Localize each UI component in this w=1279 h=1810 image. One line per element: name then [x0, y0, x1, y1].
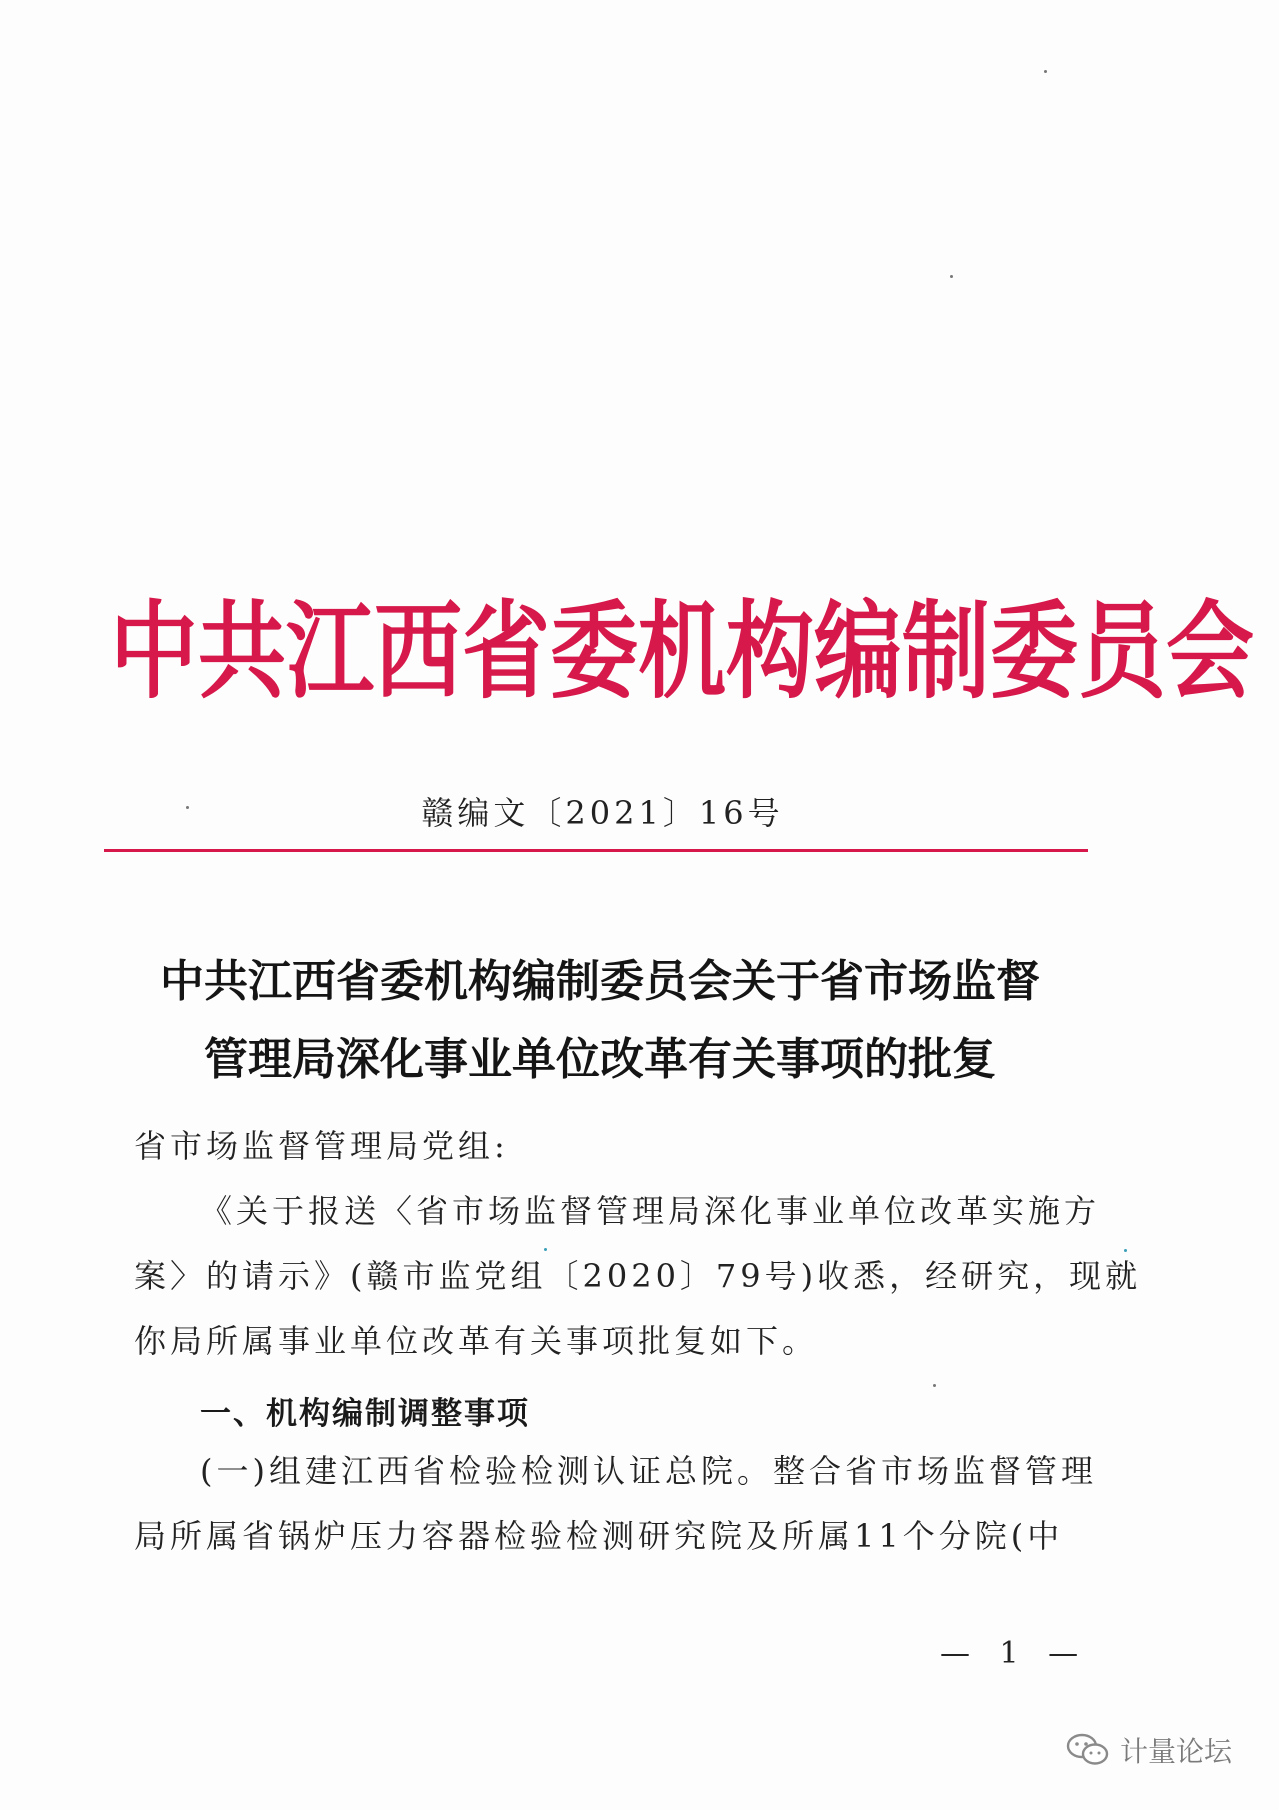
scan-speck [544, 1248, 547, 1251]
page-number: — 1 — [940, 1636, 1089, 1671]
red-divider [104, 849, 1088, 852]
scan-speck [186, 806, 189, 809]
watermark-text: 计量论坛 [1120, 1735, 1233, 1768]
document-title-line-1: 中共江西省委机构编制委员会关于省市场监督 [160, 956, 1040, 1007]
wechat-icon [1066, 1732, 1110, 1768]
paragraph-2-line-2: 局所属省锅炉压力容器检验检测研究院及所属11个分院(中 [134, 1517, 1064, 1555]
document-number: 赣编文〔2021〕16号 [421, 794, 784, 832]
paragraph-2-line-1: (一)组建江西省检验检测认证总院。整合省市场监督管理 [200, 1452, 1097, 1490]
document-title-line-2: 管理局深化事业单位改革有关事项的批复 [204, 1034, 996, 1085]
paragraph-1-line-3: 你局所属事业单位改革有关事项批复如下。 [134, 1322, 819, 1360]
watermark [1066, 1730, 1232, 1770]
paragraph-1-line-2: 案〉的请示》(赣市监党组〔2020〕79号)收悉，经研究，现就 [134, 1257, 1142, 1295]
paragraph-1-line-1: 《关于报送〈省市场监督管理局深化事业单位改革实施方 [200, 1192, 1101, 1230]
scan-speck [1124, 1249, 1127, 1252]
section-heading-1: 一、机构编制调整事项 [200, 1396, 530, 1432]
issuer-header: 中共江西省委机构编制委员会 [110, 589, 1255, 714]
scan-speck [933, 1384, 936, 1387]
scan-speck [950, 275, 953, 278]
scan-speck [1044, 70, 1047, 73]
addressee: 省市场监督管理局党组: [134, 1127, 509, 1165]
